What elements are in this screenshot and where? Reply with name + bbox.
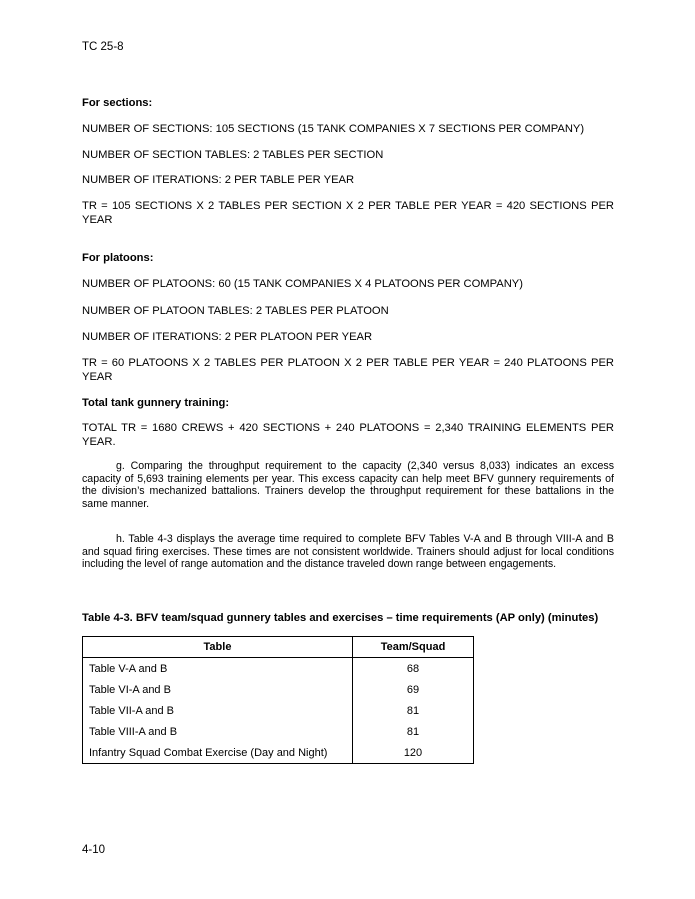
column-header-team-squad: Team/Squad bbox=[353, 637, 474, 658]
paragraph-h-text: h. Table 4-3 displays the average time required to complete BFV Tables V-A and B through VIII-A and B and squad firing exercises. These times are not consistent worldwide. Trainers should adjust for local conditions including the level of range automation and the distance traveled down range between engagements. bbox=[82, 533, 614, 571]
paragraph-h bbox=[82, 533, 614, 571]
table-cell-name: Table VIII-A and B bbox=[83, 721, 353, 742]
sections-heading: For sections: bbox=[82, 97, 153, 109]
platoon-tr-formula: TR = 60 PLATOONS X 2 TABLES PER PLATOON X 2 PER TABLE PER YEAR = 240 PLATOONS PER YEAR bbox=[82, 357, 614, 383]
sections-count-line: NUMBER OF SECTIONS: 105 SECTIONS (15 TANK COMPANIES X 7 SECTIONS PER COMPANY) bbox=[82, 123, 585, 135]
column-header-table: Table bbox=[83, 637, 353, 658]
table-cell-minutes: 120 bbox=[353, 742, 474, 764]
table-row bbox=[83, 742, 474, 764]
table-cell-minutes: 68 bbox=[353, 658, 474, 680]
table-cell-name: Infantry Squad Combat Exercise (Day and Night) bbox=[83, 742, 353, 764]
time-requirements-table bbox=[82, 636, 474, 764]
paragraph-g-text: g. Comparing the throughput requirement to the capacity (2,340 versus 8,033) indicates an excess capacity of 5,693 training elements per year. This excess capacity can help meet BFV gunnery requirements of the division’s mechanized battalions. Trainers develop the throughput requirement for these battalions in the same manner. bbox=[82, 460, 614, 511]
table-cell-minutes: 81 bbox=[353, 700, 474, 721]
platoon-tables-line: NUMBER OF PLATOON TABLES: 2 TABLES PER PLATOON bbox=[82, 305, 389, 317]
table-cell-name: Table VII-A and B bbox=[83, 700, 353, 721]
paragraph-g bbox=[82, 460, 614, 511]
section-tables-line: NUMBER OF SECTION TABLES: 2 TABLES PER SECTION bbox=[82, 149, 384, 161]
table-row bbox=[83, 721, 474, 742]
section-iterations-line: NUMBER OF ITERATIONS: 2 PER TABLE PER YEAR bbox=[82, 174, 355, 186]
platoons-heading: For platoons: bbox=[82, 252, 154, 264]
platoons-count-line: NUMBER OF PLATOONS: 60 (15 TANK COMPANIES X 4 PLATOONS PER COMPANY) bbox=[82, 278, 523, 290]
section-tr-formula: TR = 105 SECTIONS X 2 TABLES PER SECTION X 2 PER TABLE PER YEAR = 420 SECTIONS PER YEAR bbox=[82, 200, 614, 226]
document-id: TC 25-8 bbox=[82, 41, 124, 53]
table-caption: Table 4-3. BFV team/squad gunnery tables and exercises – time requirements (AP only) (minutes) bbox=[82, 612, 599, 624]
page-number: 4-10 bbox=[82, 844, 106, 856]
table-cell-minutes: 69 bbox=[353, 679, 474, 700]
total-heading: Total tank gunnery training: bbox=[82, 397, 230, 409]
table-row bbox=[83, 658, 474, 680]
table-cell-minutes: 81 bbox=[353, 721, 474, 742]
platoon-iterations-line: NUMBER OF ITERATIONS: 2 PER PLATOON PER YEAR bbox=[82, 331, 373, 343]
total-tr-formula: TOTAL TR = 1680 CREWS + 420 SECTIONS + 240 PLATOONS = 2,340 TRAINING ELEMENTS PER YEAR. bbox=[82, 422, 614, 448]
table-cell-name: Table V-A and B bbox=[83, 658, 353, 680]
table-row bbox=[83, 700, 474, 721]
table-row bbox=[83, 679, 474, 700]
table-cell-name: Table VI-A and B bbox=[83, 679, 353, 700]
table-header-row bbox=[83, 637, 474, 658]
